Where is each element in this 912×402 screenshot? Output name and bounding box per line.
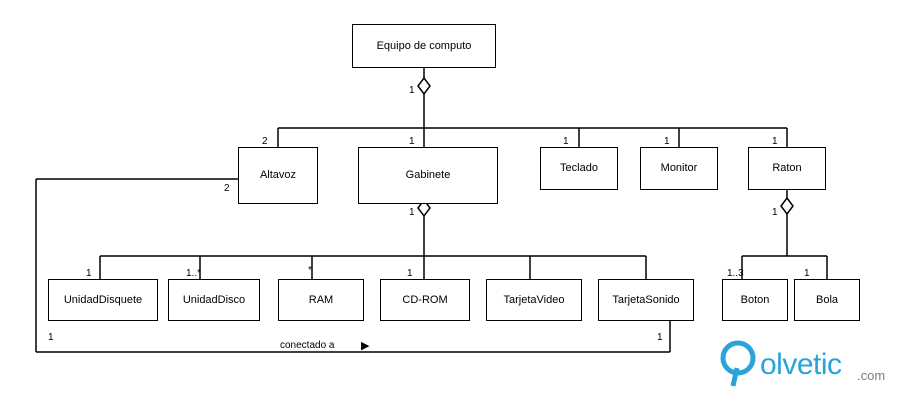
multiplicity-label: 1..3 [727,268,744,279]
association-label-conectado-a: conectado a [280,340,335,351]
class-box-teclado [540,147,618,190]
class-label: Gabinete [405,169,451,182]
multiplicity-label: 2 [262,136,268,147]
class-label: Raton [772,162,802,175]
multiplicity-label: * [308,265,312,276]
class-label: Altavoz [259,169,297,182]
class-label: Teclado [560,162,598,175]
class-box-tarjetasonido [598,279,694,321]
class-label: Boton [740,293,770,306]
multiplicity-label: 1 [804,268,810,279]
association-direction-arrow-icon: ▶ [361,340,370,352]
multiplicity-label: 1 [409,85,415,96]
class-box-unidaddisco [168,279,260,321]
class-label: Bola [815,293,839,306]
multiplicity-label: 1 [664,136,670,147]
class-label: TarjetaVideo [503,293,565,306]
class-box-bola [794,279,860,321]
class-label: UnidadDisco [182,293,246,306]
class-box-boton [722,279,788,321]
class-box-unidaddisquete [48,279,158,321]
multiplicity-label: 2 [224,183,230,194]
class-box-cdrom [380,279,470,321]
multiplicity-label: 1 [409,136,415,147]
multiplicity-label: 1 [772,207,778,218]
multiplicity-label: 1 [657,332,663,343]
multiplicity-label: 1 [409,207,415,218]
class-label: TarjetaSonido [612,293,680,306]
class-box-monitor [640,147,718,190]
watermark-suffix: .com [857,368,886,383]
class-label: Monitor [660,162,698,175]
class-label: CD-ROM [402,293,448,306]
multiplicity-label: 1 [772,136,778,147]
multiplicity-label: 1 [86,268,92,279]
watermark-text: olvetic [760,348,842,381]
class-label: UnidadDisquete [63,293,143,306]
class-box-gabinete [358,147,498,204]
class-box-equipo [352,24,496,68]
multiplicity-label: 1 [48,332,54,343]
class-box-raton [748,147,826,190]
multiplicity-label: 1 [563,136,569,147]
class-box-tarjetavideo [486,279,582,321]
class-box-ram [278,279,364,321]
multiplicity-label: 1..* [186,268,202,279]
class-label: RAM [308,293,334,306]
watermark-logo [718,340,898,396]
class-label: Equipo de computo [376,39,472,52]
class-box-altavoz [238,147,318,204]
multiplicity-label: 1 [407,268,413,279]
